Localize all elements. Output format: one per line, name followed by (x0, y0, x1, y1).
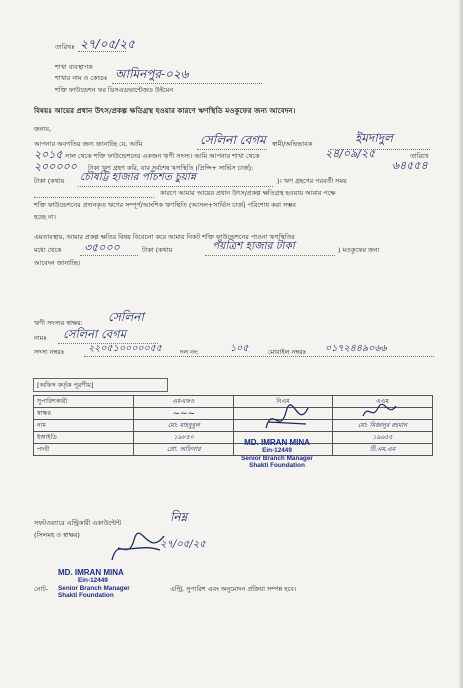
mfo-signature: ~~~ (172, 408, 196, 419)
table-header-cell: এএম (333, 396, 433, 408)
office-use-box: [অফিস কর্তৃক পূরণীয়] (33, 378, 168, 392)
bm-stamp (222, 438, 332, 470)
member-id-value: ২২০৫১০০০০০৫৫ (88, 343, 163, 354)
date-label: তারিখঃ (55, 43, 75, 51)
member-signature: সেলিনা (108, 310, 144, 324)
member-name-label: নামঃ (34, 334, 47, 342)
member-name-value: সেলিনা বেগম (63, 327, 126, 341)
mobile-value: ০১৭২৪৪৯০৬৬ (325, 343, 387, 354)
body-line-3a: টাকা ঋণ গ্রহণ করি, যার সর্বশেষ ঋণস্থিতি (প্রিন্সি+ সার্ভিস চার্জ): (88, 164, 254, 172)
am-signature (360, 402, 400, 422)
body-line-2b: তারিখে (410, 152, 429, 160)
table-header-cell: সুপারিশকারী (34, 396, 134, 408)
mfo-signature-cell (134, 408, 234, 420)
group-label: দল নং: (180, 348, 199, 356)
mfo-designation: প্রো. অফিসার (134, 444, 234, 456)
member-id-underline (84, 356, 434, 357)
am-designation: টি.এম.এম (333, 444, 433, 456)
mfo-eid: ১৯৮৫০ (134, 432, 234, 444)
row-label: স্বাক্ষর (34, 408, 134, 420)
body-line-5: কারণে আমার আয়ের প্রধান উৎস/প্রকল্প ক্ষতিগ্রস্থ হওয়ায় আমার পক্ষে (160, 189, 336, 197)
loan-amount-handwritten: ২০০০০০ (34, 160, 77, 173)
body-line-4b: )। ঋণ গ্রহণের পরবর্তী সময় (277, 177, 347, 185)
branch-value: আমিনপুর-০২৬ (115, 67, 189, 81)
body-line-4a: টাকা (কথায় (34, 177, 65, 185)
mfo-name: মো: মাহবুবুল (134, 420, 234, 432)
waiver-amount-underline (80, 255, 138, 256)
am-eid: ১৯৬৫৫ (333, 432, 433, 444)
waiver-amount-handwritten: ৩৫০০০ (84, 241, 120, 254)
stamp-title: Senior Branch Manager (241, 454, 313, 462)
stamp-ein: Ein-12449 (78, 577, 108, 584)
waiver-words-underline (205, 255, 335, 256)
salutation: জনাব, (34, 125, 51, 133)
table-header-cell: বিএম (234, 396, 333, 408)
accountant-signature: নিম্ন (170, 510, 188, 524)
stamp-org: Shakti Foundation (249, 462, 305, 469)
row-label: নাম (34, 420, 134, 432)
guardian-handwritten: ইমদাদুল (355, 131, 393, 145)
bm-signature (262, 400, 312, 440)
balance-handwritten: ৬৪৫৫৪ (392, 159, 428, 172)
table-header-cell: এমএফও (134, 396, 234, 408)
stamp-name: MD. IMRAN MINA (244, 438, 310, 447)
stamp-name: MD. IMRAN MINA (58, 568, 124, 577)
reason-underline (34, 197, 154, 198)
member-sig-label: ঋণী সদস্যর স্বাক্ষর: (34, 319, 83, 327)
bm-signature-footer (108, 530, 168, 566)
para2-line-1: এমতাবস্থায়, আমার প্রকল্প ক্ষতির বিষয় বিবেচনা করে আমার নিকট শক্তি ফাউন্ডেশনের পাওনা ঋণস্থিতির (34, 233, 295, 241)
accountant-line: সফটওয়্যারে এন্ট্রিকারী একাউন্টেন্ট (34, 519, 122, 527)
org-line: শক্তি ফাউন্ডেশন ফর ডিসএডভান্টেজড উইমেন (55, 86, 174, 94)
year-handwritten: ২০১৫ (34, 148, 63, 161)
body-line-6: শক্তি ফাউন্ডেশনের প্রদানকৃত ঋণের সম্পূর্ণ/আংশিক ঋণস্থিতি (আসল+সার্ভিস চার্জ) পরিশোধ করা সম্ভব (34, 201, 296, 209)
mobile-label: মোবাইল নম্বরঃ (268, 348, 307, 356)
loan-date-handwritten: ২৪/০৯/২৫ (325, 147, 376, 160)
footer-sign-date: ২৭/০৫/২৫ (160, 539, 206, 550)
note-prefix: নোট- (34, 585, 49, 593)
bm-stamp-footer (58, 568, 168, 600)
para2-line-2c: ) মওকুফের জন্য (338, 246, 380, 254)
note-text: এন্ট্রি, সুপারিশ এবং অনুমোদন প্রক্রিয়া সম্পন্ন হবে। (170, 585, 297, 593)
member-id-label: সদস্য নম্বরঃ (34, 348, 65, 356)
member-name-handwritten: সেলিনা বেগম (200, 133, 266, 147)
branch-underline (112, 83, 262, 84)
body-line-1b: স্বামী/অভিভাবক (272, 140, 313, 148)
page-edge-shadow (458, 0, 463, 688)
to-line: শাখা ব্যবস্থাপক (55, 63, 93, 71)
body-line-2a: সাল থেকে শক্তি ফাউন্ডেশনের একজন ঋণী সদস্য। আমি আপনার শাখা থেকে (65, 152, 260, 160)
para2-line-2b: টাকা (কথায় (142, 246, 173, 254)
body-line-1a: আপনার অবগতির জন্য জানাচ্ছি যে, আমি (34, 140, 143, 148)
subject-line: বিষয়ঃ আয়ের প্রধান উৎস/প্রকল্প ক্ষতিগ্রস্থ হওয়ার কারণে ঋণস্থিতি মওকুফের জন্য আবেদন। (34, 106, 296, 115)
am-name: মো: মিজানুর রহমান (333, 420, 433, 432)
row-label: পদবী (34, 444, 134, 456)
seal-sign-label: (সিলমহ ও স্বাক্ষর) (34, 531, 80, 539)
date-underline (78, 51, 126, 52)
para2-line-3: আবেদন জানাচ্ছি। (34, 259, 81, 267)
stamp-title: Senior Branch Manager (58, 584, 130, 592)
group-value: ১০৫ (230, 343, 249, 354)
stamp-ein: Ein-12449 (262, 447, 292, 454)
body-line-7: হচ্ছে না। (34, 213, 56, 221)
name-underline (197, 149, 267, 150)
date-value: ২৭/০৫/২৫ (80, 37, 135, 51)
para2-line-2a: মধ্যে থেকে (34, 246, 62, 254)
branch-label: শাখার নাম ও কোডঃ (55, 74, 108, 82)
waiver-words-handwritten: পঁয়ত্রিশ হাজার টাকা (212, 240, 295, 252)
stamp-org: Shakti Foundation (58, 592, 114, 599)
row-label: ইআইডি (34, 432, 134, 444)
words-underline (78, 186, 273, 187)
balance-words-handwritten: চৌষট্টি হাজার পাঁচশত চুয়ান্ন (80, 171, 196, 183)
